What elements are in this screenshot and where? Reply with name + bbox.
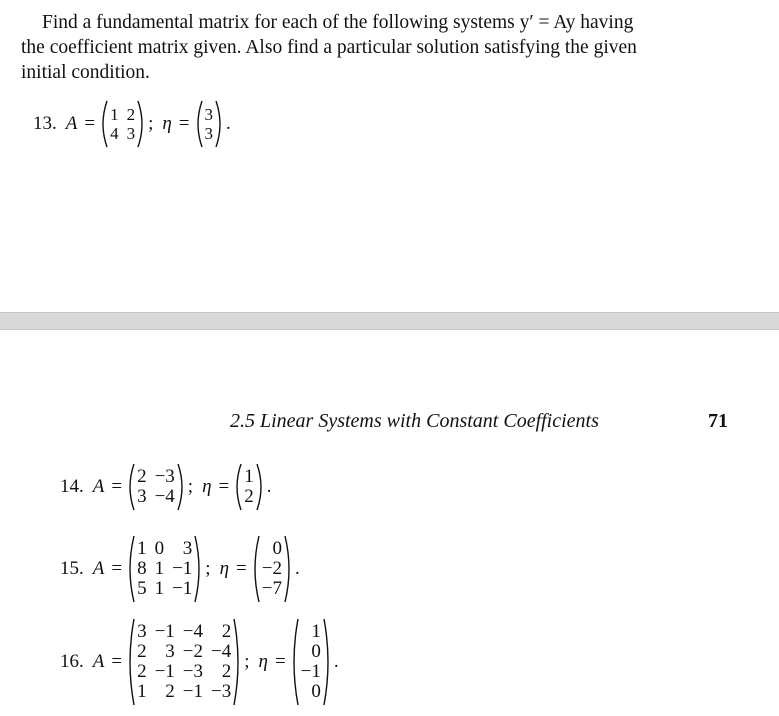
left-paren bbox=[126, 463, 135, 511]
matrix-entry: 3 bbox=[204, 124, 214, 143]
instructions bbox=[21, 10, 721, 85]
page-number: 71 bbox=[708, 410, 728, 432]
matrix-label: A bbox=[65, 113, 78, 134]
matrix-entry: −1 bbox=[300, 661, 321, 682]
matrix-entry: 2 bbox=[137, 661, 147, 682]
left-paren bbox=[126, 535, 135, 603]
matrix-label: A bbox=[92, 476, 105, 497]
matrix-entry: 2 bbox=[165, 681, 175, 702]
equals-sign: = bbox=[111, 558, 123, 579]
matrix-entry: 4 bbox=[110, 124, 119, 143]
problem-15 bbox=[60, 535, 300, 603]
equals-sign: = bbox=[236, 558, 247, 579]
right-paren bbox=[323, 618, 332, 706]
matrix-entry: 3 bbox=[137, 621, 147, 642]
matrix-label: A bbox=[92, 558, 105, 579]
matrix-entry: 1 bbox=[137, 538, 147, 559]
matrix-entry: 3 bbox=[165, 641, 175, 662]
initial-vector bbox=[233, 463, 265, 511]
right-paren bbox=[256, 463, 265, 511]
running-header bbox=[230, 410, 740, 433]
matrix-entry: −3 bbox=[211, 681, 232, 702]
coefficient-matrix bbox=[126, 463, 186, 511]
problem-number: 13. bbox=[33, 113, 57, 134]
page-divider bbox=[0, 312, 779, 330]
matrix-entry: 0 bbox=[311, 681, 321, 702]
period: . bbox=[294, 558, 300, 579]
matrix-entry: 1 bbox=[154, 558, 165, 579]
matrix-entry: 2 bbox=[137, 466, 147, 487]
matrix-entry: 0 bbox=[154, 538, 165, 559]
matrix-entry: 5 bbox=[137, 578, 147, 599]
matrix-entry: 8 bbox=[137, 558, 147, 579]
equals-sign: = bbox=[178, 113, 190, 134]
eta-label: η bbox=[162, 113, 172, 134]
right-paren bbox=[177, 463, 186, 511]
right-paren bbox=[233, 618, 242, 706]
matrix-entry: −4 bbox=[182, 621, 204, 642]
matrix-entry: 2 bbox=[221, 661, 232, 682]
matrix-entry: −2 bbox=[261, 558, 282, 579]
initial-vector bbox=[194, 100, 225, 148]
matrix-entry: −3 bbox=[182, 661, 204, 682]
equals-sign: = bbox=[111, 476, 123, 497]
matrix-entry: 1 bbox=[137, 681, 147, 702]
matrix-entry: 1 bbox=[154, 578, 165, 599]
page-top bbox=[0, 0, 779, 312]
period: . bbox=[226, 113, 231, 134]
matrix-entry: 0 bbox=[272, 538, 282, 559]
problem-14 bbox=[60, 463, 271, 511]
instructions-line-3: initial condition. bbox=[21, 62, 150, 83]
matrix-entry: 3 bbox=[126, 124, 136, 143]
problem-number: 14. bbox=[60, 476, 84, 497]
matrix-entry: 3 bbox=[204, 105, 214, 124]
matrix-entry: 2 bbox=[221, 621, 232, 642]
left-paren bbox=[251, 535, 260, 603]
matrix-entry: 2 bbox=[137, 641, 147, 662]
problem-13 bbox=[33, 100, 231, 148]
problem-16 bbox=[60, 618, 339, 706]
matrix-entry: −1 bbox=[172, 558, 193, 579]
problem-number: 15. bbox=[60, 558, 84, 579]
matrix-entry: 1 bbox=[311, 621, 321, 642]
left-paren bbox=[194, 100, 203, 148]
initial-vector bbox=[251, 535, 293, 603]
matrix-entry: 3 bbox=[182, 538, 193, 559]
equals-sign: = bbox=[218, 476, 230, 497]
period: . bbox=[333, 651, 339, 672]
matrix-entry: 0 bbox=[311, 641, 321, 662]
instructions-line-2: the coefficient matrix given. Also find a particular solution satisfying the given bbox=[21, 37, 637, 58]
matrix-entry: −1 bbox=[172, 578, 193, 599]
right-paren bbox=[215, 100, 224, 148]
semicolon: ; bbox=[244, 651, 250, 672]
right-paren bbox=[284, 535, 293, 603]
matrix-entry: −3 bbox=[154, 466, 175, 487]
eta-label: η bbox=[258, 651, 268, 672]
initial-vector bbox=[290, 618, 332, 706]
matrix-entry: 3 bbox=[137, 486, 147, 507]
section-title: 2.5 Linear Systems with Constant Coefficients bbox=[230, 410, 599, 432]
left-paren bbox=[290, 618, 299, 706]
problem-number: 16. bbox=[60, 651, 84, 672]
left-paren bbox=[233, 463, 242, 511]
semicolon: ; bbox=[205, 558, 211, 579]
matrix-entry: −4 bbox=[154, 486, 175, 507]
eta-label: η bbox=[202, 476, 212, 497]
matrix-entry: 2 bbox=[126, 105, 136, 124]
matrix-entry: 2 bbox=[244, 486, 254, 507]
right-paren bbox=[137, 100, 146, 148]
coefficient-matrix bbox=[126, 535, 203, 603]
semicolon: ; bbox=[187, 476, 194, 497]
matrix-entry: −1 bbox=[154, 661, 175, 682]
semicolon: ; bbox=[148, 113, 154, 134]
matrix-entry: 1 bbox=[244, 466, 254, 487]
left-paren bbox=[99, 100, 108, 148]
matrix-entry: −7 bbox=[261, 578, 282, 599]
matrix-entry: 1 bbox=[110, 105, 119, 124]
matrix-label: A bbox=[92, 651, 105, 672]
matrix-entry: −2 bbox=[182, 641, 204, 662]
coefficient-matrix bbox=[99, 100, 146, 148]
left-paren bbox=[126, 618, 135, 706]
matrix-entry: −4 bbox=[211, 641, 232, 662]
matrix-entry: −1 bbox=[154, 621, 175, 642]
right-paren bbox=[194, 535, 203, 603]
coefficient-matrix bbox=[126, 618, 242, 706]
matrix-entry: −1 bbox=[182, 681, 204, 702]
eta-label: η bbox=[219, 558, 230, 579]
period: . bbox=[266, 476, 272, 497]
equals-sign: = bbox=[274, 651, 286, 672]
instructions-line-1: Find a fundamental matrix for each of the following systems y′ = Ay having bbox=[42, 12, 634, 33]
equals-sign: = bbox=[111, 651, 123, 672]
equals-sign: = bbox=[84, 113, 96, 134]
